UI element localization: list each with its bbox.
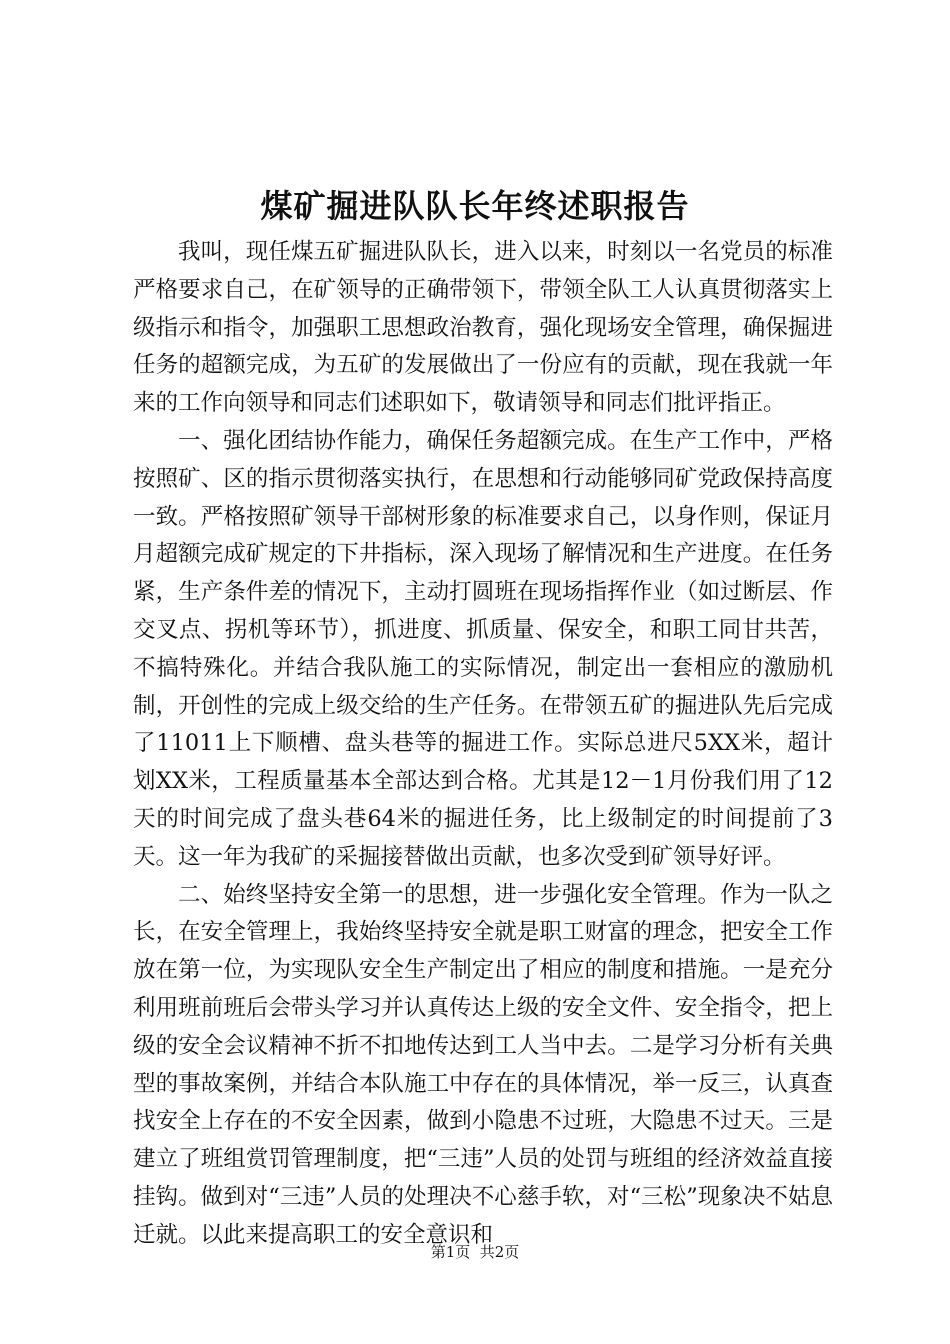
page-footer (0, 1240, 950, 1264)
document-body (133, 234, 833, 1255)
paragraph-intro: 我叫，现任煤五矿掘进队队长，进入以来，时刻以一名党员的标准严格要求自己，在矿领导的正确带领下，带领全队工人认真贯彻落实上级指示和指令，加强职工思想政治教育，强化现场安全管理，确保掘进任务的超额完成，为五矿的发展做出了一份应有的贡献，现在我就一年来的工作向领导和同志们述职如下，敬请领导和同志们批评指正。 (133, 239, 833, 417)
paragraph-section-2: 二、始终坚持安全第一的思想，进一步强化安全管理。作为一队之长，在安全管理上，我始终坚持安全就是职工财富的理念，把安全工作放在第一位，为实现队安全生产制定出了相应的制度和措施。一是充分利用班前班后会带头学习并认真传达上级的安全文件、安全指令，把上级的安全会议精神不折不扣地传达到工人当中去。二是学习分析有关典型的事故案例，并结合本队施工中存在的具体情况，举一反三，认真查找安全上存在的不安全因素，做到小隐患不过班，大隐患不过天。三是建立了班组赏罚管理制度，把“三违”人员的处罚与班组的经济效益直接挂钩。做到对“三违”人员的处理决不心慈手软，对“三松”现象决不姑息迁就。以此来提高职工的安全意识和 (133, 881, 833, 1248)
page-number: 第1页 共2页 (430, 1243, 520, 1261)
document-title: 煤矿掘进队队长年终述职报告 (260, 187, 690, 225)
paragraph-section-1: 一、强化团结协作能力，确保任务超额完成。在生产工作中，严格按照矿、区的指示贯彻落实执行，在思想和行动能够同矿党政保持高度一致。严格按照矿领导干部树形象的标准要求自己，以身作则，保证月月超额完成矿规定的下井指标，深入现场了解情况和生产进度。在任务紧，生产条件差的情况下，主动打圆班在现场指挥作业（如过断层、作交叉点、拐机等环节），抓进度、抓质量、保安全，和职工同甘共苦，不搞特殊化。并结合我队施工的实际情况，制定出一套相应的激励机制，开创性的完成上级交给的生产任务。在带领五矿的掘进队先后完成了11011上下顺槽、盘头巷等的掘进工作。实际总进尺5XX米，超计划XX米，工程质量基本全部达到合格。尤其是12－1月份我们用了12天的时间完成了盘头巷64米的掘进任务，比上级制定的时间提前了3天。这一年为我矿的采掘接替做出贡献，也多次受到矿领导好评。 (133, 427, 833, 870)
